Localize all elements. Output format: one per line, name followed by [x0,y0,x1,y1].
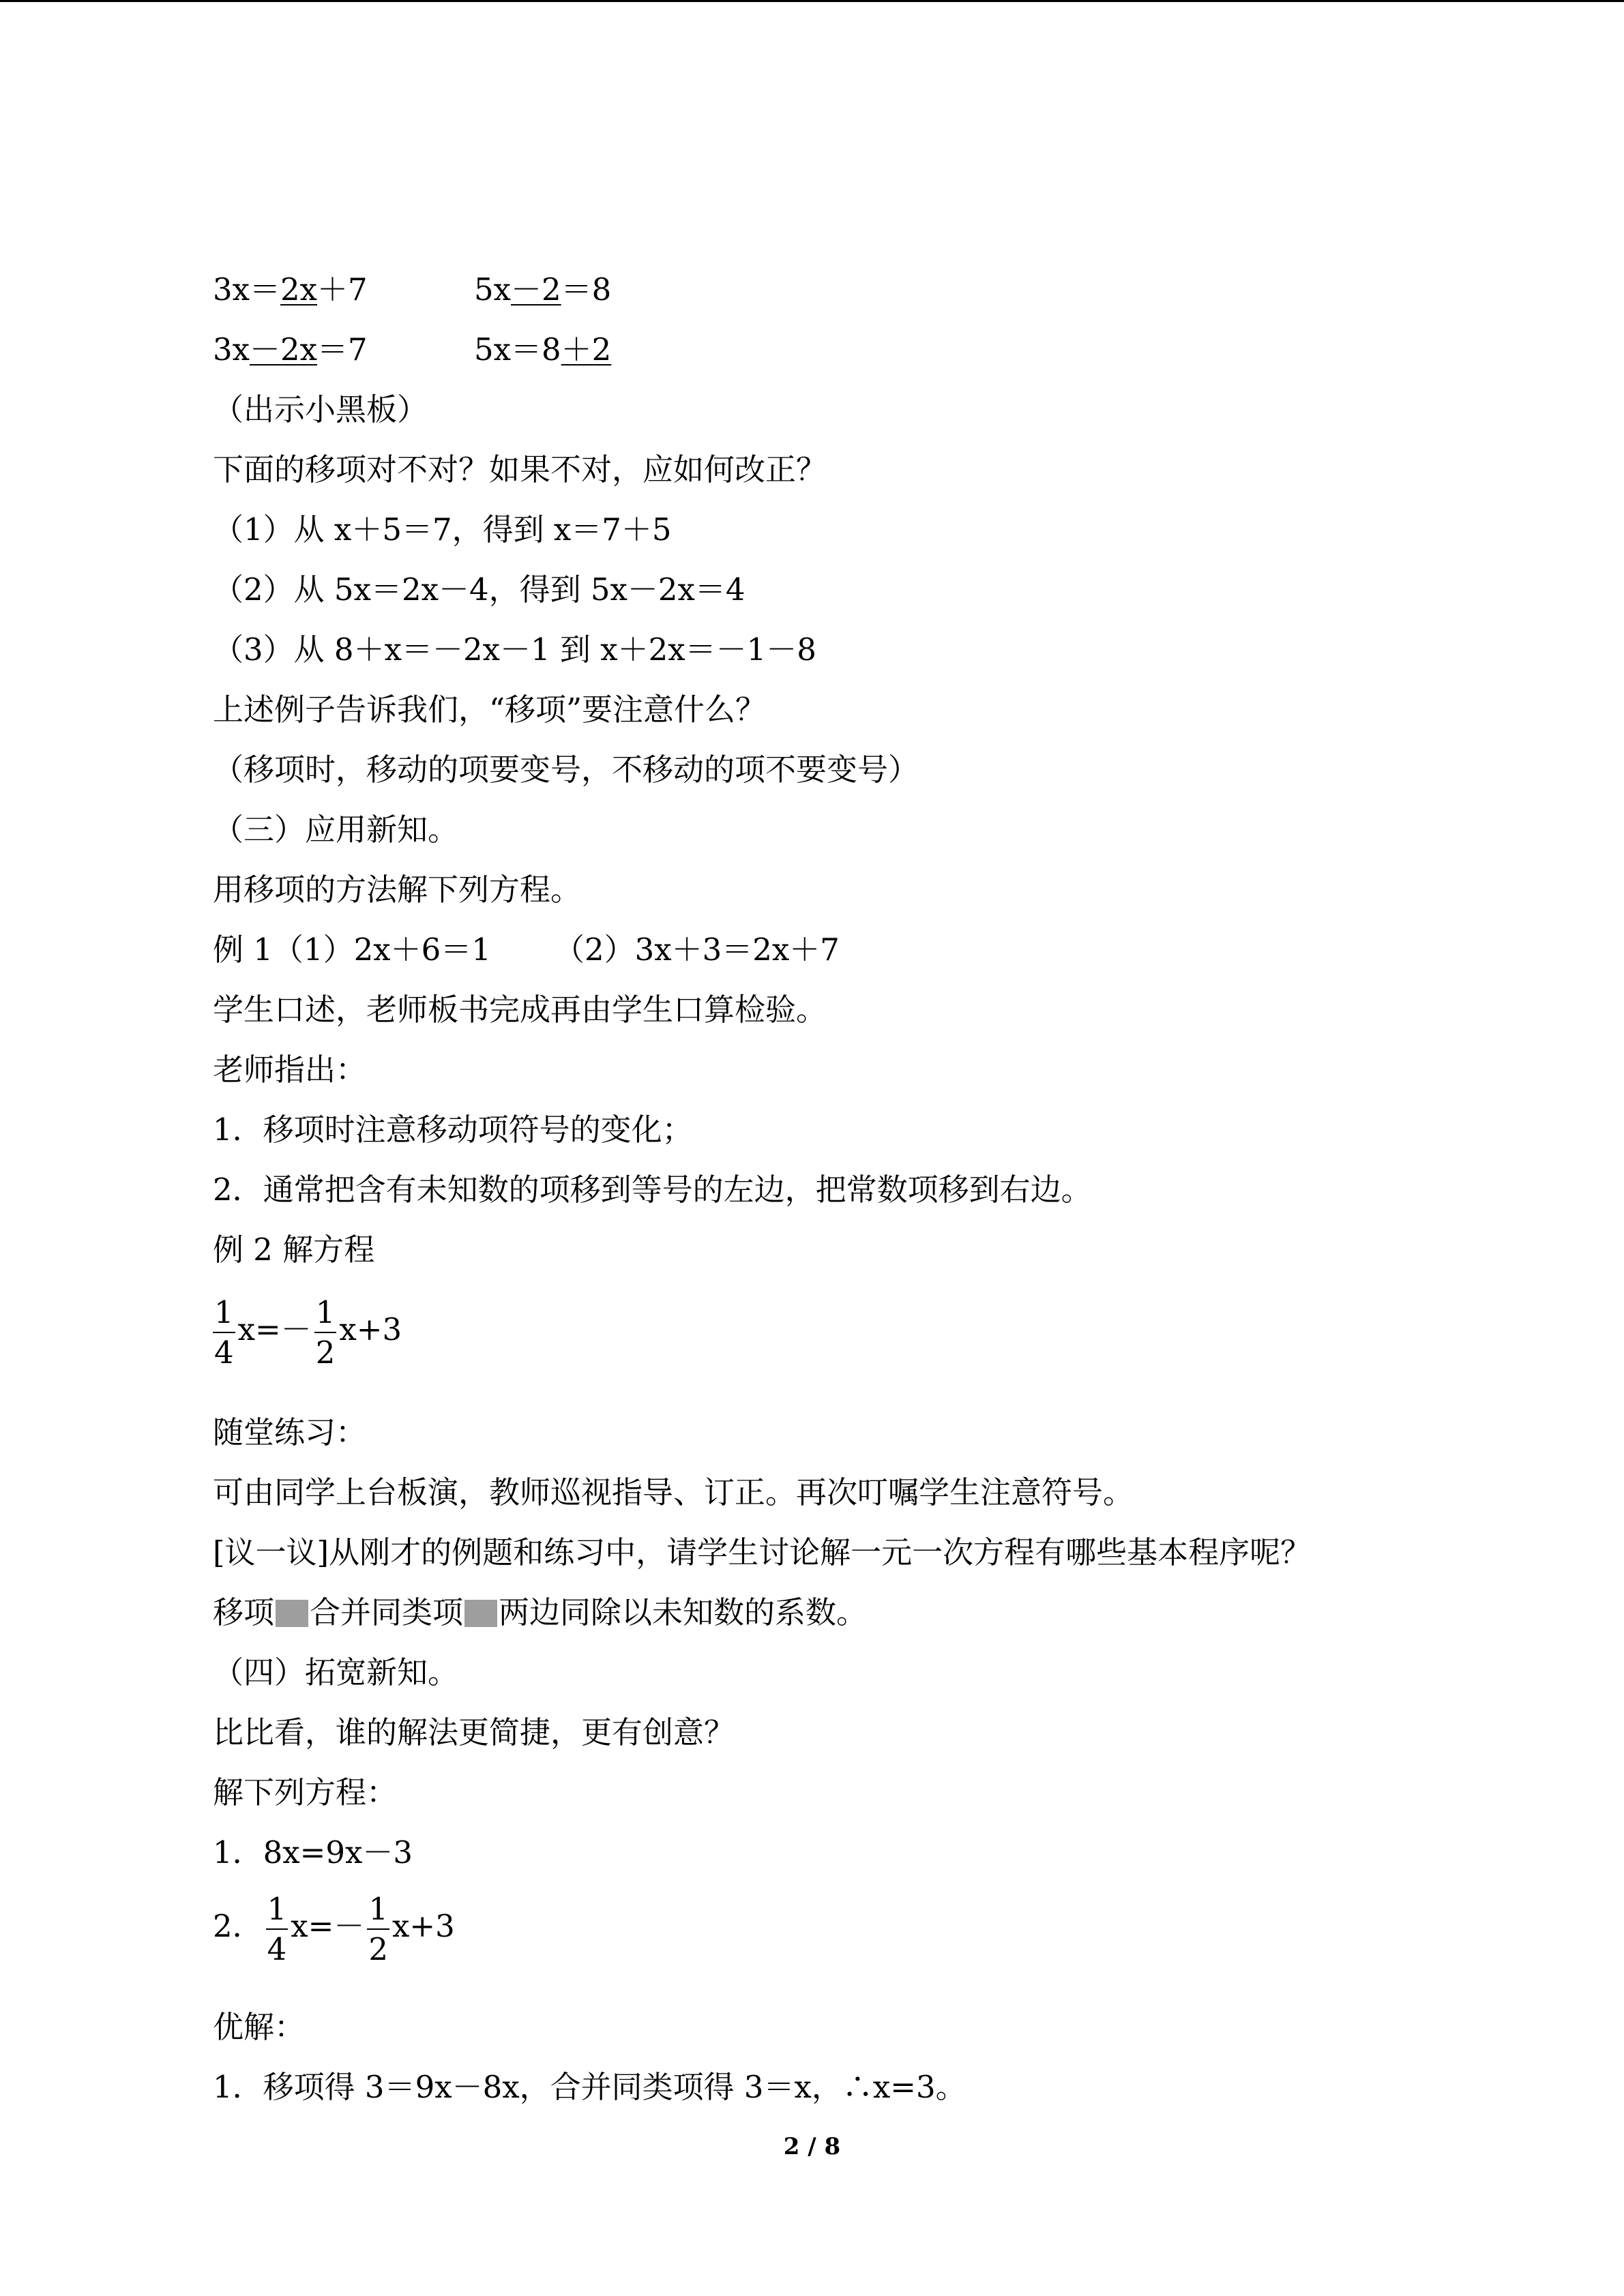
numerator: 1 [213,1297,235,1333]
text-line: 用移项的方法解下列方程。 [213,871,582,908]
fraction [367,1890,389,1967]
underlined-term: ＋2 [561,331,612,368]
procedure-line [213,1592,867,1633]
text-line: 解下列方程： [213,1774,398,1810]
text-line: 2．通常把含有未知数的项移到等号的左边，把常数项移到右边。 [213,1172,1092,1208]
text-line: 优解： [213,2009,306,2045]
fraction-equation-2 [213,1889,455,1967]
step-text: 两边同除以未知数的系数。 [499,1594,868,1630]
text-line: 下面的移项对不对？如果不对，应如何改正？ [213,451,827,488]
text-line: 学生口述，老师板书完成再由学生口算检验。 [213,992,827,1028]
text-line: （移项时，移动的项要变号，不移动的项不要变号） [213,751,919,788]
eq-text: x+3 [339,1311,402,1347]
fraction-equation-1 [213,1292,402,1371]
eq-text: ＋7 [317,271,368,308]
text-line: [议一议]从刚才的例题和练习中，请学生讨论解一元一次方程有哪些基本程序呢？ [213,1534,1312,1570]
text-line: 可由同学上台板演，教师巡视指导、订正。再次叮嘱学生注意符号。 [213,1474,1134,1510]
denominator: 4 [214,1334,234,1371]
equation-b [474,329,611,370]
denominator: 4 [267,1930,287,1967]
eq-text: 3x＝ [213,271,281,308]
eq-text: x=－ [237,1311,312,1347]
eq-text: ＝7 [317,331,368,368]
numerator: 1 [314,1297,337,1333]
step-text: 合并同类项 [310,1594,464,1630]
underlined-term: －2 [511,271,561,308]
eq-text: x=－ [291,1908,365,1944]
text-line: 1．8x=9x－3 [213,1834,413,1870]
denominator: 2 [368,1930,389,1967]
underlined-term: －2x [250,331,318,368]
text-line: 上述例子告诉我们，“移项”要注意什么？ [213,691,767,728]
fraction [266,1890,289,1967]
text-line: 比比看，谁的解法更简捷，更有创意？ [213,1714,735,1750]
eq-text: x+3 [392,1908,455,1944]
eq-text: 5x [474,271,512,308]
underlined-term: 2x [280,271,318,308]
denominator: 2 [315,1334,336,1371]
equation-row-1 [213,269,612,310]
numerator: 1 [367,1894,389,1930]
equation-b [474,269,611,310]
step-text: 移项 [213,1594,275,1630]
text-line: （3）从 8＋x＝－2x－1 到 x＋2x＝－1－8 [213,631,816,668]
item-number: 2． [213,1908,263,1944]
section-heading: （三）应用新知。 [213,811,459,848]
fraction [213,1294,235,1371]
text-line: 1．移项得 3＝9x－8x，合并同类项得 3＝x，∴x=3。 [213,2069,966,2105]
example-1-part2: （2）3x＋3＝2x＋7 [554,931,840,968]
equation-row-2 [213,329,612,370]
text-line: （出示小黑板） [213,391,428,428]
text-line: （1）从 x＋5＝7，得到 x＝7＋5 [213,511,672,548]
text-line: 随堂练习： [213,1414,367,1450]
page-top-border [0,0,1624,2]
numerator: 1 [266,1894,289,1930]
arrow-placeholder-box [276,1600,308,1627]
page-number: 2 / 8 [783,2133,841,2160]
eq-text: ＝8 [561,271,612,308]
text-line: 例 2 解方程 [213,1232,375,1268]
eq-text: 3x [213,331,250,368]
eq-text: 5x＝8 [474,331,561,368]
section-heading: （四）拓宽新知。 [213,1654,459,1690]
example-1-line [213,929,840,970]
arrow-placeholder-box [464,1600,497,1627]
text-line: 老师指出： [213,1052,367,1088]
fraction [314,1294,337,1371]
text-line: （2）从 5x＝2x－4，得到 5x－2x＝4 [213,571,745,608]
text-line: 1．移项时注意移动项符号的变化； [213,1112,693,1148]
example-1-part1: 例 1（1）2x＋6＝1 [213,931,491,968]
